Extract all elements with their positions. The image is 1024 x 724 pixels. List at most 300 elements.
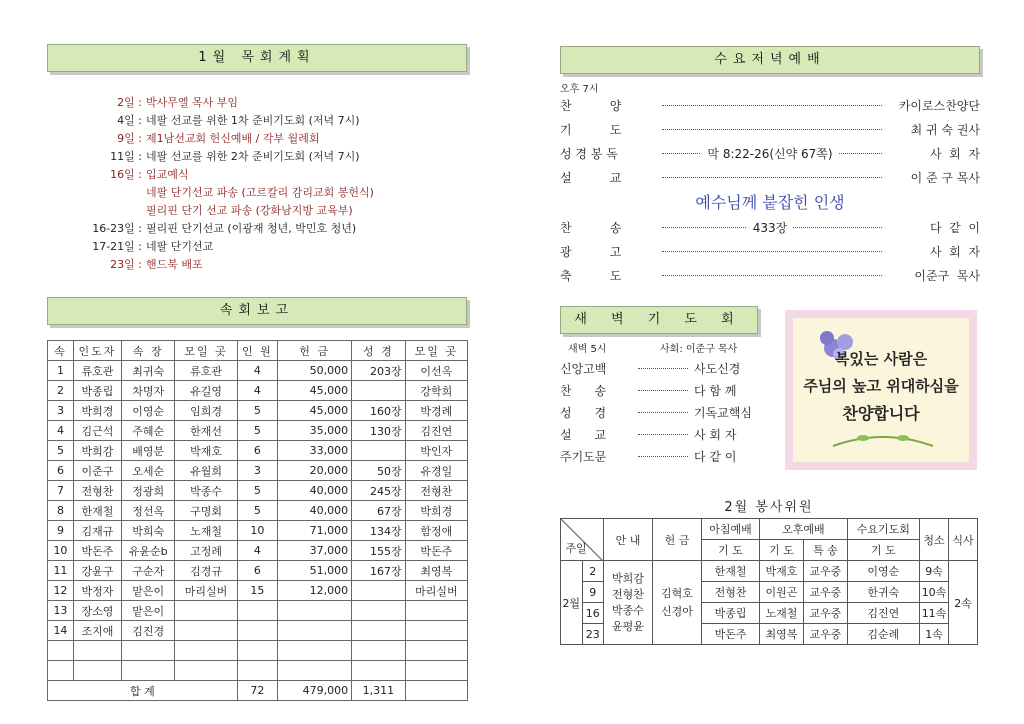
order-person: 다 같 이 bbox=[929, 221, 980, 235]
table-cell: 20,000 bbox=[278, 461, 352, 481]
offering-cell bbox=[653, 561, 702, 645]
table-cell: 오세순 bbox=[122, 461, 175, 481]
usher-header: 안 내 bbox=[604, 519, 653, 561]
table-cell bbox=[278, 661, 352, 681]
table-cell: 유월희 bbox=[175, 461, 237, 481]
table-cell: 45,000 bbox=[278, 381, 352, 401]
jan-plan-list bbox=[60, 94, 460, 274]
order-item: 광 고 bbox=[560, 245, 622, 259]
table-cell: 정선옥 bbox=[122, 501, 175, 521]
card-line-2: 주님의 높고 위대하심을 bbox=[803, 377, 959, 395]
table-cell: 71,000 bbox=[278, 521, 352, 541]
table-cell bbox=[405, 601, 467, 621]
column-header: 속 bbox=[48, 341, 74, 361]
table-cell bbox=[175, 661, 237, 681]
table-cell bbox=[175, 641, 237, 661]
wed-cell: 김진연 bbox=[847, 603, 919, 624]
column-header: 헌 금 bbox=[278, 341, 352, 361]
table-cell: 김진연 bbox=[405, 421, 467, 441]
dawn-line bbox=[560, 424, 770, 446]
table-row bbox=[48, 541, 468, 561]
table-cell: 12,000 bbox=[278, 581, 352, 601]
total-bible: 1,311 bbox=[352, 681, 406, 701]
clean-cell: 11속 bbox=[920, 603, 949, 624]
table-cell: 67장 bbox=[352, 501, 406, 521]
table-cell: 맡은이 bbox=[122, 601, 175, 621]
order-line bbox=[560, 216, 980, 240]
table-cell: 맡은이 bbox=[122, 581, 175, 601]
table-cell: 2 bbox=[48, 381, 74, 401]
schedule-text: 필리핀 단기선교 (이광재 청년, 박민호 청년) bbox=[146, 222, 357, 235]
table-cell: 5 bbox=[48, 441, 74, 461]
table-cell: 51,000 bbox=[278, 561, 352, 581]
sermon-title: 예수님께 붙잡힌 인생 bbox=[695, 193, 845, 212]
wednesday-order bbox=[560, 80, 980, 288]
order-middle bbox=[560, 216, 980, 240]
volunteers-table bbox=[560, 518, 978, 645]
morning-cell: 박돈주 bbox=[702, 624, 760, 645]
dawn-item: 성 경 bbox=[560, 406, 607, 420]
table-cell: 167장 bbox=[352, 561, 406, 581]
dot-leader bbox=[662, 177, 882, 178]
card-line-3: 찬양합니다 bbox=[842, 404, 920, 423]
table-cell: 5 bbox=[237, 501, 277, 521]
order-line bbox=[560, 166, 980, 190]
schedule-date: 16일 : bbox=[110, 168, 142, 181]
order-item: 찬 양 bbox=[560, 99, 622, 113]
table-row bbox=[48, 661, 468, 681]
schedule-date: 9일 : bbox=[117, 132, 142, 145]
table-cell: 10 bbox=[237, 521, 277, 541]
afternoon-header: 오후예배 bbox=[760, 519, 848, 540]
schedule-item bbox=[60, 148, 460, 166]
table-cell bbox=[175, 621, 237, 641]
card-line-1: 복있는 사람은 bbox=[834, 350, 928, 368]
week-header-cell bbox=[561, 519, 604, 561]
table-cell: 전형찬 bbox=[73, 481, 121, 501]
clean-cell: 10속 bbox=[920, 582, 949, 603]
afternoon-cell: 최영복 bbox=[760, 624, 804, 645]
table-cell bbox=[352, 441, 406, 461]
week-header: 주일 bbox=[565, 541, 587, 555]
offering-name: 신경아 bbox=[661, 604, 693, 618]
table-cell: 9 bbox=[48, 521, 74, 541]
table-cell: 강학희 bbox=[405, 381, 467, 401]
table-cell: 강윤구 bbox=[73, 561, 121, 581]
table-cell: 유길영 bbox=[175, 381, 237, 401]
schedule-date: 16-23일 : bbox=[92, 222, 142, 235]
table-cell: 한재선 bbox=[175, 421, 237, 441]
table-cell: 주혜순 bbox=[122, 421, 175, 441]
table-cell bbox=[73, 661, 121, 681]
day-cell: 9 bbox=[582, 582, 604, 603]
table-cell bbox=[278, 601, 352, 621]
offering-name: 김혁호 bbox=[661, 586, 693, 600]
table-cell: 구순자 bbox=[122, 561, 175, 581]
table-cell: 6 bbox=[237, 561, 277, 581]
table-row bbox=[48, 641, 468, 661]
special-cell: 교우중 bbox=[803, 582, 847, 603]
dawn-line bbox=[560, 358, 770, 380]
schedule-text: 제1남선교회 헌신예배 / 각부 월례회 bbox=[146, 132, 320, 145]
schedule-date: 17-21일 : bbox=[92, 240, 142, 253]
total-label: 합 계 bbox=[48, 681, 238, 701]
schedule-date: 11일 : bbox=[110, 150, 142, 163]
table-cell: 박희경 bbox=[405, 501, 467, 521]
table-cell: 함정애 bbox=[405, 521, 467, 541]
dawn-order bbox=[560, 340, 770, 468]
table-cell bbox=[48, 641, 74, 661]
attendance-header: 속회보고 bbox=[47, 297, 467, 325]
table-row bbox=[48, 401, 468, 421]
table-cell: 노재철 bbox=[175, 521, 237, 541]
table-cell: 차명자 bbox=[122, 381, 175, 401]
table-cell bbox=[352, 661, 406, 681]
total-row bbox=[48, 681, 468, 701]
attendance-table bbox=[47, 340, 468, 701]
dawn-time: 새벽 5시 bbox=[568, 344, 607, 355]
table-cell: 50장 bbox=[352, 461, 406, 481]
sub-header: 기 도 bbox=[760, 540, 804, 561]
table-cell: 박재호 bbox=[175, 441, 237, 461]
dawn-person: 기독교핵심 bbox=[694, 406, 752, 420]
table-cell: 마리실버 bbox=[405, 581, 467, 601]
order-item: 찬 송 bbox=[560, 221, 622, 235]
schedule-date: 2일 : bbox=[117, 96, 142, 109]
ushers-cell bbox=[604, 561, 653, 645]
table-cell: 5 bbox=[237, 401, 277, 421]
table-cell: 6 bbox=[48, 461, 74, 481]
day-cell: 2 bbox=[582, 561, 604, 582]
table-cell bbox=[352, 641, 406, 661]
dawn-header: 새 벽 기 도 회 bbox=[560, 306, 758, 334]
order-person: 사 회 자 bbox=[929, 245, 980, 259]
day-cell: 16 bbox=[582, 603, 604, 624]
table-cell bbox=[278, 621, 352, 641]
schedule-item bbox=[60, 112, 460, 130]
table-cell: 박희감 bbox=[73, 441, 121, 461]
wed-cell: 김순례 bbox=[847, 624, 919, 645]
dawn-person: 다 같 이 bbox=[694, 450, 737, 464]
table-cell bbox=[405, 621, 467, 641]
total-people: 72 bbox=[237, 681, 277, 701]
table-cell: 배영분 bbox=[122, 441, 175, 461]
table-cell: 1 bbox=[48, 361, 74, 381]
month-cell: 2월 bbox=[561, 561, 583, 645]
schedule-item bbox=[60, 238, 460, 256]
table-cell: 전형찬 bbox=[405, 481, 467, 501]
table-cell bbox=[73, 641, 121, 661]
wed-cell: 한귀숙 bbox=[847, 582, 919, 603]
table-cell: 최영복 bbox=[405, 561, 467, 581]
table-row bbox=[48, 381, 468, 401]
morning-cell: 전형찬 bbox=[702, 582, 760, 603]
column-header: 인도자 bbox=[73, 341, 121, 361]
usher-name: 윤평윤 bbox=[612, 619, 644, 633]
table-cell: 조지애 bbox=[73, 621, 121, 641]
afternoon-cell: 노재철 bbox=[760, 603, 804, 624]
order-person: 최 귀 숙 권사 bbox=[910, 123, 980, 137]
order-line bbox=[560, 94, 980, 118]
column-header: 모일 곳 bbox=[405, 341, 467, 361]
meal-cell: 2속 bbox=[949, 561, 978, 645]
offering-header: 헌 금 bbox=[653, 519, 702, 561]
afternoon-cell: 이원곤 bbox=[760, 582, 804, 603]
order-person: 카이로스찬양단 bbox=[898, 99, 980, 113]
table-cell: 박인자 bbox=[405, 441, 467, 461]
schedule-item bbox=[60, 166, 460, 184]
sub-header: 기 도 bbox=[847, 540, 919, 561]
table-cell: 김재규 bbox=[73, 521, 121, 541]
total-offering: 479,000 bbox=[278, 681, 352, 701]
table-cell: 유경일 bbox=[405, 461, 467, 481]
schedule-item bbox=[60, 220, 460, 238]
table-cell: 김경규 bbox=[175, 561, 237, 581]
table-cell bbox=[237, 601, 277, 621]
column-header: 인 원 bbox=[237, 341, 277, 361]
schedule-text: 네팔 단기선교 bbox=[146, 240, 214, 253]
table-cell: 박돈주 bbox=[405, 541, 467, 561]
volunteers-title: 2월 봉사위원 bbox=[724, 500, 814, 515]
table-cell: 203장 bbox=[352, 361, 406, 381]
table-cell: 4 bbox=[237, 541, 277, 561]
schedule-item bbox=[60, 256, 460, 274]
meal-header: 식사 bbox=[949, 519, 978, 561]
dot-leader bbox=[638, 434, 688, 435]
table-cell: 14 bbox=[48, 621, 74, 641]
table-cell: 37,000 bbox=[278, 541, 352, 561]
table-cell bbox=[237, 621, 277, 641]
order-line bbox=[560, 118, 980, 142]
table-row bbox=[48, 421, 468, 441]
wed-header: 수요기도회 bbox=[847, 519, 919, 540]
table-row bbox=[48, 581, 468, 601]
order-person: 이준구 목사 bbox=[914, 269, 980, 283]
table-cell: 134장 bbox=[352, 521, 406, 541]
table-cell: 류호관 bbox=[175, 361, 237, 381]
table-cell: 이준구 bbox=[73, 461, 121, 481]
dawn-person: 사 회 자 bbox=[694, 428, 737, 442]
column-header: 모일 곳 bbox=[175, 341, 237, 361]
table-cell: 박희경 bbox=[73, 401, 121, 421]
table-cell bbox=[237, 641, 277, 661]
clean-cell: 1속 bbox=[920, 624, 949, 645]
table-row bbox=[48, 621, 468, 641]
table-cell bbox=[175, 601, 237, 621]
table-cell: 류호관 bbox=[73, 361, 121, 381]
order-item: 축 도 bbox=[560, 269, 622, 283]
table-cell: 박돈주 bbox=[73, 541, 121, 561]
table-cell: 마리실버 bbox=[175, 581, 237, 601]
column-header: 속 장 bbox=[122, 341, 175, 361]
table-cell bbox=[122, 661, 175, 681]
table-row bbox=[48, 561, 468, 581]
wednesday-time: 오후 7시 bbox=[560, 84, 599, 95]
table-cell: 33,000 bbox=[278, 441, 352, 461]
schedule-item bbox=[60, 202, 460, 220]
table-cell: 13 bbox=[48, 601, 74, 621]
table-cell: 박종립 bbox=[73, 381, 121, 401]
schedule-date: 23일 : bbox=[110, 258, 142, 271]
order-item: 기 도 bbox=[560, 123, 622, 137]
dot-leader bbox=[662, 251, 882, 252]
table-row bbox=[48, 501, 468, 521]
table-cell: 50,000 bbox=[278, 361, 352, 381]
table-cell: 이선옥 bbox=[405, 361, 467, 381]
table-row bbox=[48, 601, 468, 621]
table-cell: 6 bbox=[237, 441, 277, 461]
dot-leader bbox=[638, 368, 688, 369]
table-row bbox=[48, 481, 468, 501]
table-cell: 김근석 bbox=[73, 421, 121, 441]
sub-header: 기 도 bbox=[702, 540, 760, 561]
table-cell: 이영순 bbox=[122, 401, 175, 421]
table-cell: 박정자 bbox=[73, 581, 121, 601]
dawn-line bbox=[560, 446, 770, 468]
table-cell: 40,000 bbox=[278, 481, 352, 501]
table-cell: 45,000 bbox=[278, 401, 352, 421]
table-row bbox=[48, 441, 468, 461]
table-cell: 박희숙 bbox=[122, 521, 175, 541]
dot-leader bbox=[662, 105, 882, 106]
dawn-person: 다 함 께 bbox=[694, 384, 737, 398]
table-cell bbox=[352, 621, 406, 641]
morning-cell: 박종립 bbox=[702, 603, 760, 624]
order-detail: 막 8:22-26(신약 67쪽) bbox=[701, 147, 838, 161]
table-cell: 35,000 bbox=[278, 421, 352, 441]
clean-header: 청소 bbox=[920, 519, 949, 561]
table-cell: 한재철 bbox=[73, 501, 121, 521]
day-cell: 23 bbox=[582, 624, 604, 645]
usher-name: 박종수 bbox=[612, 603, 644, 617]
table-cell: 임희경 bbox=[175, 401, 237, 421]
table-cell: 5 bbox=[237, 481, 277, 501]
order-line bbox=[560, 264, 980, 288]
dawn-item: 주기도문 bbox=[560, 450, 607, 464]
table-cell: 130장 bbox=[352, 421, 406, 441]
clean-cell: 9속 bbox=[920, 561, 949, 582]
sub-header: 특 송 bbox=[803, 540, 847, 561]
table-cell bbox=[352, 381, 406, 401]
table-cell bbox=[352, 581, 406, 601]
schedule-text: 네팔 단기선교 파송 (고르칼리 감리교회 봉헌식) bbox=[146, 186, 374, 199]
table-cell: 3 bbox=[237, 461, 277, 481]
jan-plan-header: 1월 목회계획 bbox=[47, 44, 467, 72]
order-item: 성 경 봉 독 bbox=[560, 147, 618, 161]
dawn-line bbox=[560, 380, 770, 402]
column-header: 성 경 bbox=[352, 341, 406, 361]
table-cell bbox=[352, 601, 406, 621]
usher-name: 박희감 bbox=[612, 571, 644, 585]
table-cell: 고정례 bbox=[175, 541, 237, 561]
table-cell bbox=[237, 661, 277, 681]
dawn-person: 사도신경 bbox=[694, 362, 741, 376]
table-cell: 4 bbox=[48, 421, 74, 441]
table-cell: 정광희 bbox=[122, 481, 175, 501]
schedule-item bbox=[60, 184, 460, 202]
table-cell bbox=[278, 641, 352, 661]
order-middle bbox=[560, 142, 980, 166]
table-cell: 155장 bbox=[352, 541, 406, 561]
order-line bbox=[560, 240, 980, 264]
dawn-item: 찬 송 bbox=[560, 384, 607, 398]
table-cell: 박종수 bbox=[175, 481, 237, 501]
table-cell: 박경례 bbox=[405, 401, 467, 421]
dot-leader bbox=[662, 275, 882, 276]
table-cell: 7 bbox=[48, 481, 74, 501]
total-empty bbox=[405, 681, 467, 701]
table-cell: 유윤순b bbox=[122, 541, 175, 561]
schedule-text: 네팔 선교를 위한 2차 준비기도회 (저녁 7시) bbox=[146, 150, 360, 163]
schedule-text: 박사무엘 목사 부임 bbox=[146, 96, 239, 109]
table-row bbox=[48, 521, 468, 541]
table-cell: 3 bbox=[48, 401, 74, 421]
schedule-text: 핸드북 배포 bbox=[146, 258, 203, 271]
dawn-item: 설 교 bbox=[560, 428, 607, 442]
table-cell: 10 bbox=[48, 541, 74, 561]
afternoon-cell: 박재호 bbox=[760, 561, 804, 582]
special-cell: 교우중 bbox=[803, 561, 847, 582]
order-person: 사 회 자 bbox=[929, 147, 980, 161]
dawn-item: 신앙고백 bbox=[560, 362, 607, 376]
table-cell bbox=[48, 661, 74, 681]
schedule-text: 필리핀 단기 선교 파송 (강화남지방 교육부) bbox=[146, 204, 353, 217]
table-cell bbox=[405, 641, 467, 661]
schedule-text: 네팔 선교를 위한 1차 준비기도회 (저녁 7시) bbox=[146, 114, 360, 127]
schedule-item bbox=[60, 130, 460, 148]
order-item: 설 교 bbox=[560, 171, 622, 185]
table-cell: 12 bbox=[48, 581, 74, 601]
usher-name: 전형찬 bbox=[612, 587, 644, 601]
schedule-date: 4일 : bbox=[117, 114, 142, 127]
wed-cell: 이영순 bbox=[847, 561, 919, 582]
special-cell: 교우중 bbox=[803, 603, 847, 624]
table-cell: 245장 bbox=[352, 481, 406, 501]
table-row bbox=[48, 461, 468, 481]
table-cell: 김진경 bbox=[122, 621, 175, 641]
schedule-item bbox=[60, 94, 460, 112]
table-cell: 최귀숙 bbox=[122, 361, 175, 381]
table-cell: 장소영 bbox=[73, 601, 121, 621]
table-cell bbox=[122, 641, 175, 661]
table-cell: 40,000 bbox=[278, 501, 352, 521]
table-cell: 5 bbox=[237, 421, 277, 441]
dot-leader bbox=[638, 412, 688, 413]
table-cell bbox=[405, 661, 467, 681]
table-row bbox=[48, 361, 468, 381]
praise-card bbox=[785, 310, 977, 470]
table-cell: 11 bbox=[48, 561, 74, 581]
dot-leader bbox=[662, 129, 882, 130]
dot-leader bbox=[638, 390, 688, 391]
order-person: 이 준 구 목사 bbox=[910, 171, 980, 185]
table-cell: 160장 bbox=[352, 401, 406, 421]
table-cell: 4 bbox=[237, 381, 277, 401]
morning-header: 아침예배 bbox=[702, 519, 760, 540]
wednesday-header: 수요저녁예배 bbox=[560, 46, 980, 74]
table-cell: 15 bbox=[237, 581, 277, 601]
table-cell: 4 bbox=[237, 361, 277, 381]
order-detail: 433장 bbox=[747, 221, 794, 235]
morning-cell: 한재철 bbox=[702, 561, 760, 582]
table-cell: 8 bbox=[48, 501, 74, 521]
table-cell: 구명회 bbox=[175, 501, 237, 521]
dot-leader bbox=[638, 456, 688, 457]
special-cell: 교우중 bbox=[803, 624, 847, 645]
dawn-host: 사회: 이준구 목사 bbox=[660, 344, 738, 355]
dawn-line bbox=[560, 402, 770, 424]
order-line bbox=[560, 142, 980, 166]
